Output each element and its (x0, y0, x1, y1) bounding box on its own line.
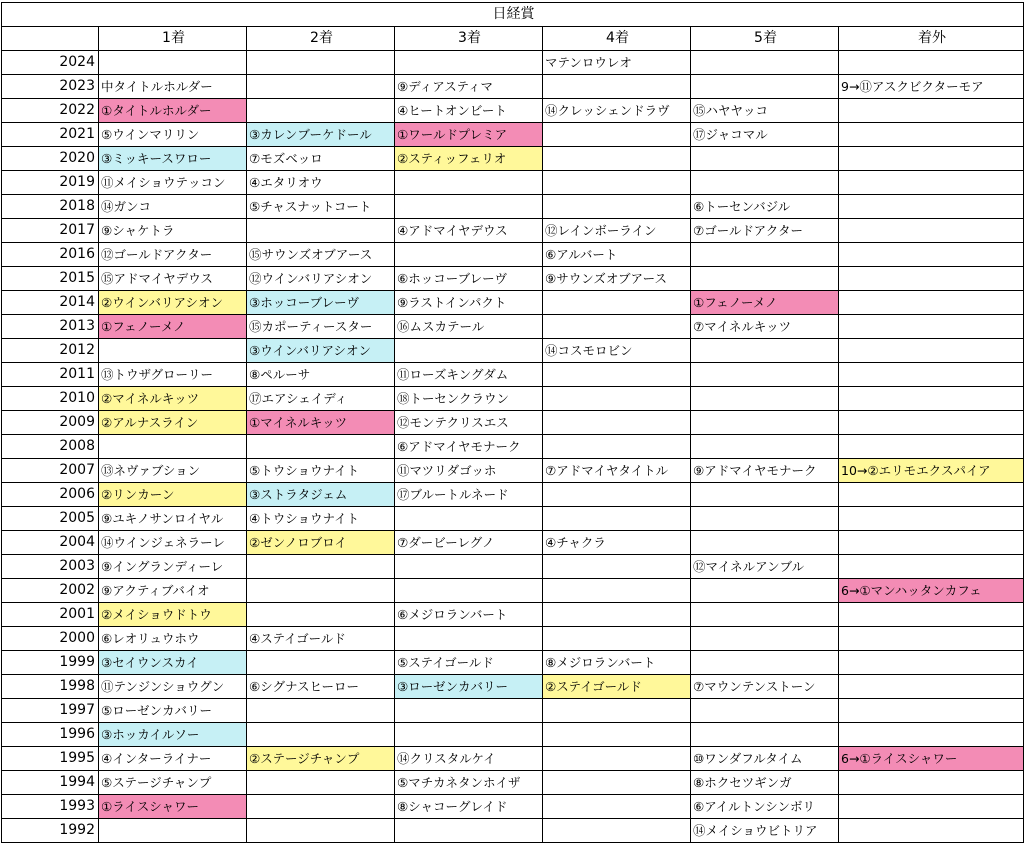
header-unplaced: 着外 (839, 27, 1024, 51)
cell-2nd: ④ステイゴールド (247, 627, 395, 651)
cell-1st: ⑭ウインジェネラーレ (99, 531, 247, 555)
cell-3rd (395, 579, 543, 603)
table-row (2, 315, 1024, 339)
cell-5th (691, 435, 839, 459)
cell-unplaced (839, 195, 1024, 219)
cell-unplaced (839, 219, 1024, 243)
cell-5th: ①フェノーメノ (691, 291, 839, 315)
year-cell: 2016 (2, 243, 99, 267)
header-row (2, 27, 1024, 51)
cell-unplaced (839, 531, 1024, 555)
cell-unplaced (839, 363, 1024, 387)
table-row (2, 747, 1024, 771)
cell-5th (691, 723, 839, 747)
year-cell: 2014 (2, 291, 99, 315)
year-cell: 2020 (2, 147, 99, 171)
year-cell: 2010 (2, 387, 99, 411)
cell-5th: ⑧ホクセツギンガ (691, 771, 839, 795)
year-cell: 2015 (2, 267, 99, 291)
cell-3rd (395, 723, 543, 747)
year-cell: 2011 (2, 363, 99, 387)
cell-4th: ⑧メジロランバート (543, 651, 691, 675)
cell-5th: ⑦マイネルキッツ (691, 315, 839, 339)
year-cell: 1998 (2, 675, 99, 699)
cell-3rd (395, 243, 543, 267)
cell-unplaced (839, 267, 1024, 291)
cell-unplaced: 9→⑪アスクビクターモア (839, 75, 1024, 99)
cell-4th: ⑦アドマイヤタイトル (543, 459, 691, 483)
title-row (2, 3, 1024, 27)
table-row (2, 243, 1024, 267)
cell-5th (691, 411, 839, 435)
cell-5th: ⑮ハヤヤッコ (691, 99, 839, 123)
cell-5th (691, 51, 839, 75)
cell-1st: ③ミッキースワロー (99, 147, 247, 171)
cell-unplaced (839, 315, 1024, 339)
cell-4th (543, 627, 691, 651)
cell-3rd: ③ローゼンカバリー (395, 675, 543, 699)
cell-1st: ②アルナスライン (99, 411, 247, 435)
year-cell: 2012 (2, 339, 99, 363)
year-cell: 2013 (2, 315, 99, 339)
cell-4th: ⑭クレッシェンドラヴ (543, 99, 691, 123)
table-row (2, 675, 1024, 699)
year-cell: 2017 (2, 219, 99, 243)
cell-5th (691, 627, 839, 651)
table-row (2, 147, 1024, 171)
cell-1st: ⑮アドマイヤデウス (99, 267, 247, 291)
cell-3rd: ⑯ムスカテール (395, 315, 543, 339)
cell-1st: ⑪メイショウテッコン (99, 171, 247, 195)
cell-unplaced (839, 675, 1024, 699)
cell-unplaced (839, 171, 1024, 195)
cell-5th: ⑨アドマイヤモナーク (691, 459, 839, 483)
cell-2nd (247, 819, 395, 843)
cell-5th (691, 147, 839, 171)
year-cell: 2006 (2, 483, 99, 507)
cell-4th (543, 555, 691, 579)
cell-2nd: ③ストラタジェム (247, 483, 395, 507)
cell-4th: ⑥アルバート (543, 243, 691, 267)
cell-3rd: ⑥メジロランバート (395, 603, 543, 627)
cell-unplaced (839, 771, 1024, 795)
cell-4th (543, 195, 691, 219)
year-cell: 2022 (2, 99, 99, 123)
cell-unplaced (839, 339, 1024, 363)
year-cell: 2007 (2, 459, 99, 483)
table-row (2, 387, 1024, 411)
cell-4th (543, 291, 691, 315)
year-cell: 1997 (2, 699, 99, 723)
cell-1st: ①ライスシャワー (99, 795, 247, 819)
cell-3rd: ⑨ディアスティマ (395, 75, 543, 99)
year-cell: 1996 (2, 723, 99, 747)
cell-4th: ②ステイゴールド (543, 675, 691, 699)
cell-5th (691, 243, 839, 267)
cell-unplaced (839, 627, 1024, 651)
table-row (2, 603, 1024, 627)
cell-3rd (395, 555, 543, 579)
cell-unplaced (839, 435, 1024, 459)
results-table (1, 2, 1024, 843)
cell-1st: ⑤ウインマリリン (99, 123, 247, 147)
cell-1st: ③ホッカイルソー (99, 723, 247, 747)
year-cell: 1994 (2, 771, 99, 795)
cell-1st: ⑬トウザグローリー (99, 363, 247, 387)
year-cell: 1993 (2, 795, 99, 819)
cell-unplaced (839, 723, 1024, 747)
cell-4th (543, 771, 691, 795)
table-title: 日経賞 (2, 3, 1024, 27)
cell-4th: ④チャクラ (543, 531, 691, 555)
cell-1st: ⑤ステージチャンプ (99, 771, 247, 795)
cell-5th: ⑦ゴールドアクター (691, 219, 839, 243)
year-cell: 2021 (2, 123, 99, 147)
cell-4th (543, 747, 691, 771)
cell-2nd (247, 651, 395, 675)
cell-2nd: ④トウショウナイト (247, 507, 395, 531)
cell-2nd (247, 771, 395, 795)
cell-3rd (395, 627, 543, 651)
table-row (2, 627, 1024, 651)
header-2nd: 2着 (247, 27, 395, 51)
cell-unplaced (839, 147, 1024, 171)
table-row (2, 795, 1024, 819)
cell-unplaced (839, 555, 1024, 579)
cell-4th (543, 411, 691, 435)
cell-unplaced (839, 651, 1024, 675)
cell-5th (691, 507, 839, 531)
cell-3rd: ④ヒートオンビート (395, 99, 543, 123)
cell-2nd: ①マイネルキッツ (247, 411, 395, 435)
table-row (2, 579, 1024, 603)
cell-2nd: ⑮カポーティースター (247, 315, 395, 339)
table-row (2, 771, 1024, 795)
cell-5th (691, 267, 839, 291)
cell-1st: ②マイネルキッツ (99, 387, 247, 411)
cell-5th (691, 651, 839, 675)
cell-4th (543, 483, 691, 507)
cell-3rd: ①ワールドプレミア (395, 123, 543, 147)
cell-3rd: ⑱トーセンクラウン (395, 387, 543, 411)
cell-unplaced: 6→①マンハッタンカフェ (839, 579, 1024, 603)
cell-3rd: ⑪ローズキングダム (395, 363, 543, 387)
cell-2nd (247, 579, 395, 603)
cell-4th (543, 507, 691, 531)
cell-unplaced (839, 819, 1024, 843)
year-cell: 2004 (2, 531, 99, 555)
cell-5th: ⑦マウンテンストーン (691, 675, 839, 699)
cell-2nd (247, 435, 395, 459)
cell-5th (691, 387, 839, 411)
cell-2nd: ⑤トウショウナイト (247, 459, 395, 483)
cell-3rd: ⑨ラストインパクト (395, 291, 543, 315)
table-row (2, 267, 1024, 291)
cell-3rd (395, 339, 543, 363)
cell-3rd: ⑥ホッコーブレーヴ (395, 267, 543, 291)
cell-2nd: ③カレンブーケドール (247, 123, 395, 147)
cell-1st: ⑨シャケトラ (99, 219, 247, 243)
year-cell: 2009 (2, 411, 99, 435)
cell-2nd (247, 219, 395, 243)
cell-1st (99, 819, 247, 843)
cell-4th: ⑫レインボーライン (543, 219, 691, 243)
cell-2nd (247, 795, 395, 819)
year-cell: 2008 (2, 435, 99, 459)
cell-5th (691, 531, 839, 555)
cell-unplaced (839, 291, 1024, 315)
cell-1st: ②ウインバリアシオン (99, 291, 247, 315)
cell-1st: ①タイトルホルダー (99, 99, 247, 123)
cell-2nd: ⑤チャスナットコート (247, 195, 395, 219)
table-row (2, 435, 1024, 459)
cell-4th (543, 819, 691, 843)
cell-5th (691, 483, 839, 507)
table-row (2, 51, 1024, 75)
cell-2nd (247, 723, 395, 747)
cell-3rd: ⑰ブルートルネード (395, 483, 543, 507)
cell-unplaced (839, 507, 1024, 531)
cell-unplaced (839, 603, 1024, 627)
cell-3rd: ⑧シャコーグレイド (395, 795, 543, 819)
cell-3rd: ⑤マチカネタンホイザ (395, 771, 543, 795)
table-row (2, 171, 1024, 195)
year-cell: 2005 (2, 507, 99, 531)
table-row (2, 219, 1024, 243)
cell-2nd: ⑮サウンズオブアース (247, 243, 395, 267)
cell-1st: ⑨ユキノサンロイヤル (99, 507, 247, 531)
cell-3rd (395, 195, 543, 219)
cell-unplaced (839, 51, 1024, 75)
cell-4th (543, 123, 691, 147)
cell-3rd (395, 507, 543, 531)
cell-2nd: ②ゼンノロブロイ (247, 531, 395, 555)
header-3rd: 3着 (395, 27, 543, 51)
cell-4th (543, 723, 691, 747)
cell-3rd: ⑪マツリダゴッホ (395, 459, 543, 483)
cell-2nd: ⑫ウインバリアシオン (247, 267, 395, 291)
cell-1st: ⑪テンジンショウグン (99, 675, 247, 699)
cell-3rd: ⑫モンテクリスエス (395, 411, 543, 435)
table-row (2, 291, 1024, 315)
table-row (2, 555, 1024, 579)
cell-2nd (247, 51, 395, 75)
cell-unplaced (839, 795, 1024, 819)
cell-3rd: ⑥アドマイヤモナーク (395, 435, 543, 459)
cell-5th: ⑰ジャコマル (691, 123, 839, 147)
cell-2nd: ⑰エアシェイディ (247, 387, 395, 411)
cell-unplaced (839, 483, 1024, 507)
cell-unplaced: 6→①ライスシャワー (839, 747, 1024, 771)
cell-3rd: ⑭クリスタルケイ (395, 747, 543, 771)
cell-2nd: ③ホッコーブレーヴ (247, 291, 395, 315)
cell-5th: ⑫マイネルアンブル (691, 555, 839, 579)
cell-1st (99, 51, 247, 75)
table-row (2, 819, 1024, 843)
cell-3rd: ②スティッフェリオ (395, 147, 543, 171)
year-cell: 2003 (2, 555, 99, 579)
cell-2nd: ⑥シグナスヒーロー (247, 675, 395, 699)
header-5th: 5着 (691, 27, 839, 51)
cell-4th (543, 699, 691, 723)
table-row (2, 531, 1024, 555)
cell-2nd (247, 555, 395, 579)
cell-4th: マテンロウレオ (543, 51, 691, 75)
year-cell: 2002 (2, 579, 99, 603)
cell-unplaced (839, 411, 1024, 435)
cell-3rd: ⑤ステイゴールド (395, 651, 543, 675)
cell-1st: ⑬ネヴァブション (99, 459, 247, 483)
cell-unplaced (839, 699, 1024, 723)
cell-4th (543, 75, 691, 99)
cell-2nd: ③ウインバリアシオン (247, 339, 395, 363)
cell-5th: ⑥トーセンバジル (691, 195, 839, 219)
cell-unplaced (839, 99, 1024, 123)
cell-3rd (395, 171, 543, 195)
header-1st: 1着 (99, 27, 247, 51)
table-row (2, 699, 1024, 723)
cell-2nd (247, 75, 395, 99)
cell-2nd: ⑧ペルーサ (247, 363, 395, 387)
cell-5th: ⑥アイルトンシンボリ (691, 795, 839, 819)
cell-1st: ⑫ゴールドアクター (99, 243, 247, 267)
cell-5th (691, 339, 839, 363)
cell-1st (99, 435, 247, 459)
cell-1st: ⑤ローゼンカバリー (99, 699, 247, 723)
cell-4th (543, 435, 691, 459)
table-row (2, 339, 1024, 363)
cell-1st: ④インターライナー (99, 747, 247, 771)
cell-5th: ⑩ワンダフルタイム (691, 747, 839, 771)
header-year (2, 27, 99, 51)
year-cell: 2024 (2, 51, 99, 75)
cell-3rd: ⑦ダービーレグノ (395, 531, 543, 555)
year-cell: 2023 (2, 75, 99, 99)
year-cell: 2019 (2, 171, 99, 195)
cell-4th (543, 579, 691, 603)
cell-2nd (247, 699, 395, 723)
header-4th: 4着 (543, 27, 691, 51)
cell-1st: ①フェノーメノ (99, 315, 247, 339)
cell-5th (691, 579, 839, 603)
year-cell: 1999 (2, 651, 99, 675)
table-row (2, 507, 1024, 531)
cell-3rd: ④アドマイヤデウス (395, 219, 543, 243)
cell-4th (543, 315, 691, 339)
table-row (2, 651, 1024, 675)
cell-5th (691, 171, 839, 195)
cell-2nd (247, 603, 395, 627)
cell-unplaced: 10→②エリモエクスパイア (839, 459, 1024, 483)
cell-2nd: ②ステージチャンプ (247, 747, 395, 771)
table-row (2, 459, 1024, 483)
table-row (2, 195, 1024, 219)
year-cell: 2001 (2, 603, 99, 627)
cell-2nd: ④エタリオウ (247, 171, 395, 195)
cell-2nd: ⑦モズベッロ (247, 147, 395, 171)
cell-3rd (395, 699, 543, 723)
cell-unplaced (839, 387, 1024, 411)
cell-4th: ⑨サウンズオブアース (543, 267, 691, 291)
table-row (2, 483, 1024, 507)
table-row (2, 723, 1024, 747)
cell-4th: ⑭コスモロビン (543, 339, 691, 363)
cell-5th: ⑭メイショウビトリア (691, 819, 839, 843)
cell-1st (99, 339, 247, 363)
cell-2nd (247, 99, 395, 123)
cell-5th (691, 363, 839, 387)
cell-4th (543, 171, 691, 195)
cell-5th (691, 699, 839, 723)
cell-4th (543, 795, 691, 819)
cell-unplaced (839, 123, 1024, 147)
year-cell: 1992 (2, 819, 99, 843)
year-cell: 2018 (2, 195, 99, 219)
cell-1st: ③セイウンスカイ (99, 651, 247, 675)
cell-5th (691, 75, 839, 99)
year-cell: 1995 (2, 747, 99, 771)
cell-1st: ⑥レオリュウホウ (99, 627, 247, 651)
cell-3rd (395, 51, 543, 75)
year-cell: 2000 (2, 627, 99, 651)
cell-4th (543, 603, 691, 627)
cell-1st: 中タイトルホルダー (99, 75, 247, 99)
cell-1st: ②メイショウドトウ (99, 603, 247, 627)
table-row (2, 75, 1024, 99)
cell-4th (543, 147, 691, 171)
cell-5th (691, 603, 839, 627)
cell-unplaced (839, 243, 1024, 267)
cell-4th (543, 363, 691, 387)
cell-3rd (395, 819, 543, 843)
cell-1st: ②リンカーン (99, 483, 247, 507)
table-row (2, 363, 1024, 387)
cell-1st: ⑨アクティブバイオ (99, 579, 247, 603)
cell-1st: ⑭ガンコ (99, 195, 247, 219)
table-row (2, 123, 1024, 147)
cell-4th (543, 387, 691, 411)
table-row (2, 99, 1024, 123)
table-row (2, 411, 1024, 435)
cell-1st: ⑨イングランディーレ (99, 555, 247, 579)
